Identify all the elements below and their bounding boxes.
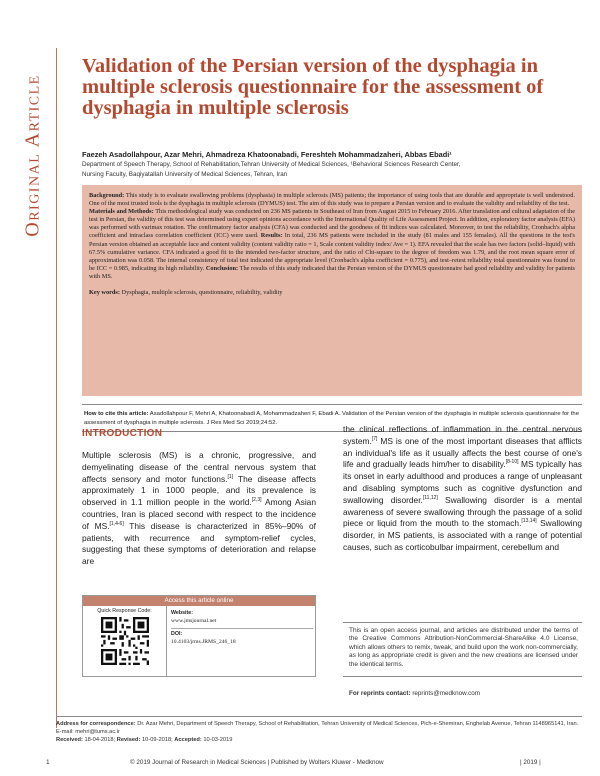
- revised-label: Revised:: [116, 736, 141, 743]
- reprints-contact: [349, 690, 480, 697]
- received-label: Received:: [56, 736, 83, 743]
- intro-text: the clinical reflections of inflammation in the central nervous system.: [343, 424, 582, 446]
- results-text: In total, 236 MS patients were included in the study (81 males and 155 females). All the questions in the test's Persian version obtained an acceptable face and content validity (content validity ratio = 1, Scale content validity index/ Ave = 1). EFA revealed that the scale has two factors (solid–liquid) with 67.5% cumulative variance. CFA indicated a good fit to the intended two-factor structure, and the ratio of Chi-square to the degree of freedom was 1.79, and the root mean square error of approximation was 0.058. The internal consistency of total test indicated the appropriate level (Cronbach's alpha coefficient = 0.775), and test–retest reliability total questionnaire was found to be ICC = 0.985, indicating its high reliability.: [89, 232, 575, 272]
- qr-label: Quick Response Code:: [97, 608, 152, 614]
- intro-text: MS is one of the most important diseases that afflicts an individual's life as it usually affects the best course of one's life and gradually leads him/her to disability.: [343, 435, 582, 470]
- methods-label: Materials and Methods:: [89, 208, 154, 216]
- page-number: 1: [46, 759, 50, 766]
- correspondence-block: [56, 716, 582, 745]
- accepted-label: Accepted:: [174, 736, 202, 743]
- intro-text: Among Asian countries, Iran is placed second with respect to the incidence of MS.: [82, 497, 316, 531]
- intro-text: Swallowing disorder, in MS patients, is associated with a range of potential causes, such as corticobulbar impairment, cerebellum and: [343, 518, 582, 552]
- conclusion-label: Conclusion:: [205, 264, 239, 272]
- revised-date: 10-09-2018;: [140, 736, 175, 743]
- intro-text: Swallowing disorder is a mental awareness of severe swallowing through the passage of a solid piece or liquid from the mouth to the stomach.: [343, 494, 582, 529]
- intro-text: The disease affects approximately 1 in 1000 people, and its prevalence is observed in 1.1 million people in the world.: [82, 473, 316, 508]
- footer-year: | 2019 |: [520, 759, 541, 766]
- info-divider: [171, 628, 313, 629]
- citation-ref[interactable]: [11,12]: [422, 494, 438, 501]
- accepted-date: 10-03-2019: [201, 736, 233, 743]
- footer-copyright: © 2019 Journal of Research in Medical Sciences | Published by Wolters Kluwer - Medknow: [130, 759, 384, 766]
- citation-text: Asadollahpour F, Mehri A, Khatoonabadi A, Mohammadzaheri F, Ebadi A. Validation of the Persian version of the dysphagia in multiple sclerosis questionnaire for the assessment of dysphagia in multiple sclerosis. J Res Med Sci 2019;24:52.: [84, 411, 579, 426]
- abstract-box: [82, 185, 582, 396]
- citation-ref[interactable]: [13,14]: [521, 518, 537, 525]
- received-date: 18-04-2018;: [82, 736, 117, 743]
- conclusion-text: The results of this study indicated that the Persian version of the DYMUS questionnaire had good reliability and validity for patients with MS.: [89, 264, 576, 280]
- doi-link[interactable]: 10.4103/jrms.JRMS_246_18: [171, 638, 236, 645]
- keywords-text: Dysphagia, multiple sclerosis, questionnaire, reliability, validity: [119, 289, 283, 297]
- correspondence-text: Dr. Azar Mehri, Department of Speech Therapy, School of Rehabilitation, Tehran University of Medical Sciences, Pich-e-Shemiran, Enghelab Avenue, Tehran 1148965141, Iran. E-mail: mehri@tums.ac.ir: [56, 721, 579, 735]
- intro-right-column: [343, 424, 582, 554]
- doi-label: DOI:: [171, 631, 183, 637]
- license-box: This is an open access journal, and articles are distributed under the terms of the Creative Commons Attribution-NonCommercial-ShareAlike 4.0 License, which allows others to remix, tweak, and build upon the work non-commercially, as long as appropriate credit is given and the new creations are licensed under the identical terms.: [343, 622, 582, 677]
- qr-cell: [83, 606, 167, 677]
- access-heading: Access this article online: [83, 596, 315, 606]
- intro-text: This disease is characterized in 85%–90% of patients, with recurrence and symptom-relief cycles, suggesting that these symptoms of deterioration and relapse are: [82, 520, 316, 567]
- intro-text: MS typically has its onset in early adulthood and produces a range of unpleasant and disabling symptoms such as cognitive dysfunction and swallowing disorder.: [343, 459, 582, 505]
- background-text: This study is to evaluate swallowing problems (dysphasia) in multiple sclerosis (MS) patients; the importance of using tools that are durable and appropriate is well understood. One of the most trusted tools is the dysphagia in multiple sclerosis (DYMUS) test. The aim of this study was to prepare a Persian version and to evaluate the validity and reliability of the test.: [89, 192, 575, 208]
- keywords: [89, 289, 575, 297]
- side-divider: [56, 48, 57, 728]
- qr-code-icon[interactable]: [101, 617, 149, 665]
- intro-text: Multiple sclerosis (MS) is a chronic, progressive, and demyelinating disease of the central nervous system that affects sensory and motor functions.: [82, 450, 316, 484]
- citation-label: How to cite this article:: [84, 411, 149, 417]
- author-list: Faezeh Asadollahpour, Azar Mehri, Ahmadreza Khatoonabadi, Fereshteh Mohammadzaheri, Abbas Ebadi¹: [82, 150, 452, 159]
- citation-ref[interactable]: [1]: [227, 473, 234, 480]
- affiliation-line-2: Nursing Faculty, Baqiyatallah University of Medical Sciences, Tehran, Iran: [82, 170, 288, 178]
- article-title: Validation of the Persian version of the dysphagia in multiple sclerosis questionnaire for the assessment of dysphagia in multiple sclerosis: [82, 55, 544, 119]
- results-label: Results:: [260, 232, 283, 240]
- methods-text: This methodological study was conducted on 236 MS patients in Southeast of Iran from August 2015 to February 2016. After translation and cultural adaptation of the test in Persian, the validity of this test was determined using expert opinions accordance with the International Quality of Life Assessment Project. In addition, exploratory factor analysis (EFA) was performed with varimax rotation. The confirmatory factor analysis (CFA) was conducted and the goodness of fit indices was calculated. Moreover, to test the reliability, Cronbach's alpha coefficient and intraclass correlation coefficient (ICC) were used.: [89, 208, 575, 240]
- article-type-text: Original Article: [21, 73, 44, 237]
- intro-left-column: [82, 450, 316, 568]
- article-dates: [56, 737, 582, 745]
- access-online-box: [82, 595, 316, 677]
- access-info: [171, 610, 313, 646]
- reprints-label: For reprints contact:: [349, 690, 411, 697]
- citation-ref[interactable]: [7]: [371, 436, 378, 442]
- website-link[interactable]: www.jmsjournal.net: [171, 617, 217, 624]
- reprints-email[interactable]: reprints@medknow.com: [410, 690, 480, 697]
- abstract-paragraph: [89, 192, 575, 281]
- citation-ref[interactable]: [1,4-6]: [109, 520, 124, 527]
- introduction-heading: INTRODUCTION: [82, 428, 163, 439]
- citation-ref[interactable]: [2,3]: [251, 497, 262, 504]
- article-type-label: [18, 60, 48, 250]
- keywords-label: Key words:: [89, 289, 120, 297]
- affiliations: [82, 160, 582, 179]
- citation-ref[interactable]: [8-10]: [505, 459, 519, 466]
- correspondence-address: [56, 721, 582, 737]
- affiliation-line-1: Department of Speech Therapy, School of Rehabilitation,Tehran University of Medical Sciences, ¹Behavioral Sciences Research Center,: [82, 161, 461, 168]
- correspondence-label: Address for correspondence:: [56, 721, 136, 727]
- background-label: Background:: [89, 192, 125, 199]
- website-label: Website:: [171, 610, 193, 616]
